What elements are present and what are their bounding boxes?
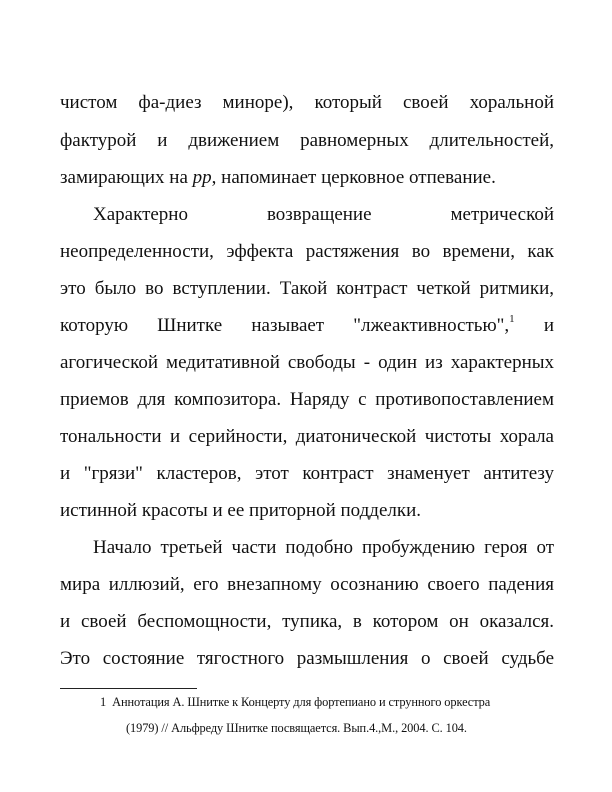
text-line: и "грязи" кластеров, этот контраст знаменует антитезу	[60, 463, 554, 484]
text-line	[60, 314, 554, 338]
paragraph-start-line: Характерно возвращение метрической	[93, 204, 554, 225]
text-line: фактурой и движением равномерных длительностей,	[60, 130, 554, 151]
text-line: это было во вступлении. Такой контраст четкой ритмики,	[60, 278, 554, 299]
text-line	[60, 166, 554, 190]
text-line: приемов для композитора. Наряду с противопоставлением	[60, 389, 554, 410]
footnote-number: 1	[100, 695, 107, 709]
paragraph-start-line: Начало третьей части подобно пробуждению героя от	[93, 537, 554, 558]
footnote-reference[interactable]: 1	[509, 312, 515, 325]
text-line: неопределенности, эффекта растяжения во времени, как	[60, 241, 554, 262]
footnote-separator	[60, 688, 197, 689]
text-fragment: и	[543, 315, 554, 336]
footnote-line: (1979) // Альфреду Шнитке посвящается. Вып.4.,М., 2004. С. 104.	[126, 721, 467, 735]
text-line: Это состояние тягостного размышления о своей судьбе	[60, 648, 554, 669]
text-line: чистом фа-диез миноре), который своей хоральной	[60, 92, 554, 113]
text-line: мира иллюзий, его внезапному осознанию своего падения	[60, 574, 554, 595]
footnote-text: Аннотация А. Шнитке к Концерту для фортепиано и струнного оркестра	[112, 695, 491, 709]
footnote-line	[100, 694, 490, 710]
text-fragment: замирающих на	[60, 167, 188, 188]
text-line: тональности и серийности, диатонической чистоты хорала	[60, 426, 554, 447]
text-fragment: , напоминает церковное отпевание.	[211, 167, 496, 188]
text-fragment: которую Шнитке называет "лжеактивностью",	[60, 315, 510, 336]
text-line: и своей беспомощности, тупика, в котором он оказался.	[60, 611, 554, 632]
dynamic-marking: pp	[192, 167, 212, 188]
text-line: истинной красоты и ее приторной подделки.	[60, 500, 422, 521]
text-line: агогической медитативной свободы - один из характерных	[60, 352, 554, 373]
